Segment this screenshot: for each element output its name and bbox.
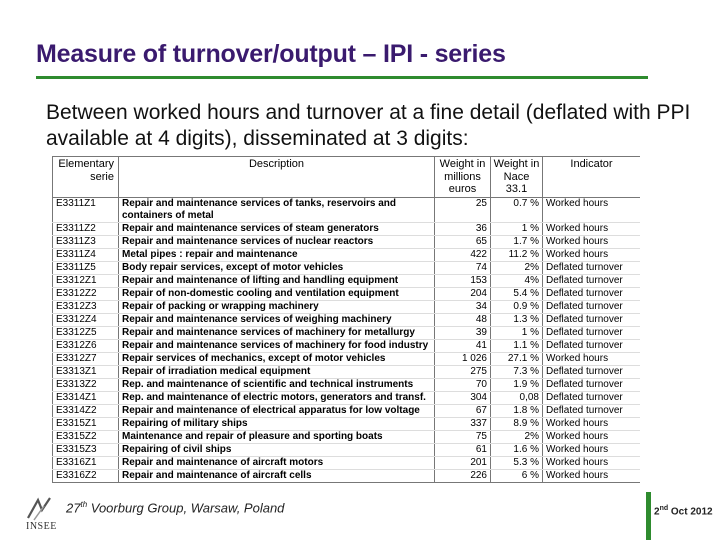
weight-nace-cell: 1.6 % <box>491 444 543 457</box>
description-cell: Repair of non-domestic cooling and ventilation equipment <box>119 288 435 301</box>
weight-millions-cell: 204 <box>435 288 491 301</box>
serie-code-cell: E3312Z7 <box>53 353 119 366</box>
serie-code-cell: E3315Z2 <box>53 431 119 444</box>
table-row <box>53 470 641 483</box>
event-name: Voorburg Group, Warsaw, Poland <box>87 500 285 516</box>
indicator-cell: Deflated turnover <box>543 366 641 379</box>
weight-nace-cell: 0,08 <box>491 392 543 405</box>
indicator-cell: Worked hours <box>543 444 641 457</box>
insee-logo-text: INSEE <box>26 521 57 532</box>
serie-code-cell: E3312Z2 <box>53 288 119 301</box>
table-row <box>53 418 641 431</box>
serie-code-cell: E3312Z5 <box>53 327 119 340</box>
insee-logo-mark-icon <box>24 496 56 522</box>
serie-code-cell: E3315Z1 <box>53 418 119 431</box>
description-cell: Repair and maintenance services of tanks, reservoirs and containers of metal <box>119 198 435 223</box>
serie-code-cell: E3313Z1 <box>53 366 119 379</box>
indicator-cell: Deflated turnover <box>543 314 641 327</box>
indicator-cell: Deflated turnover <box>543 262 641 275</box>
slide-title: Measure of turnover/output – IPI - series <box>36 40 506 68</box>
table-row <box>53 314 641 327</box>
weight-millions-cell: 48 <box>435 314 491 327</box>
table-row <box>53 288 641 301</box>
weight-nace-cell: 1.3 % <box>491 314 543 327</box>
serie-code-cell: E3311Z5 <box>53 262 119 275</box>
description-cell: Repair and maintenance of electrical apparatus for low voltage <box>119 405 435 418</box>
header-weight-millions: Weight in millions euros <box>435 157 491 198</box>
serie-code-cell: E3315Z3 <box>53 444 119 457</box>
indicator-cell: Deflated turnover <box>543 405 641 418</box>
weight-millions-cell: 275 <box>435 366 491 379</box>
description-cell: Repair services of mechanics, except of motor vehicles <box>119 353 435 366</box>
indicator-cell: Deflated turnover <box>543 301 641 314</box>
indicator-cell: Worked hours <box>543 249 641 262</box>
indicator-cell: Worked hours <box>543 418 641 431</box>
description-cell: Repair and maintenance services of weighing machinery <box>119 314 435 327</box>
table-body <box>53 198 641 483</box>
insee-logo <box>24 496 56 536</box>
table-row <box>53 327 641 340</box>
weight-millions-cell: 226 <box>435 470 491 483</box>
description-cell: Rep. and maintenance of scientific and technical instruments <box>119 379 435 392</box>
serie-code-cell: E3314Z1 <box>53 392 119 405</box>
table-row <box>53 275 641 288</box>
indicator-cell: Worked hours <box>543 353 641 366</box>
date-day-suffix: nd <box>659 505 669 512</box>
weight-millions-cell: 337 <box>435 418 491 431</box>
weight-nace-cell: 1.1 % <box>491 340 543 353</box>
weight-nace-cell: 0.9 % <box>491 301 543 314</box>
description-cell: Maintenance and repair of pleasure and sporting boats <box>119 431 435 444</box>
weight-nace-cell: 2% <box>491 262 543 275</box>
serie-code-cell: E3312Z1 <box>53 275 119 288</box>
indicator-cell: Worked hours <box>543 236 641 249</box>
header-indicator: Indicator <box>543 157 641 198</box>
table-row <box>53 198 641 223</box>
weight-nace-cell: 6 % <box>491 470 543 483</box>
weight-millions-cell: 74 <box>435 262 491 275</box>
description-cell: Repair and maintenance services of machinery for metallurgy <box>119 327 435 340</box>
table-row <box>53 301 641 314</box>
serie-code-cell: E3311Z4 <box>53 249 119 262</box>
weight-nace-cell: 1.9 % <box>491 379 543 392</box>
indicator-cell: Deflated turnover <box>543 327 641 340</box>
serie-code-cell: E3316Z1 <box>53 457 119 470</box>
indicator-cell: Worked hours <box>543 198 641 223</box>
table-row <box>53 262 641 275</box>
table-row <box>53 223 641 236</box>
serie-code-cell: E3313Z2 <box>53 379 119 392</box>
weight-millions-cell: 70 <box>435 379 491 392</box>
serie-code-cell: E3312Z4 <box>53 314 119 327</box>
description-cell: Rep. and maintenance of electric motors, generators and transf. <box>119 392 435 405</box>
serie-code-cell: E3311Z2 <box>53 223 119 236</box>
series-table <box>52 156 640 483</box>
table-row <box>53 249 641 262</box>
weight-nace-cell: 11.2 % <box>491 249 543 262</box>
indicator-cell: Deflated turnover <box>543 288 641 301</box>
weight-nace-cell: 0.7 % <box>491 198 543 223</box>
weight-nace-cell: 27.1 % <box>491 353 543 366</box>
intro-text: Between worked hours and turnover at a fine detail (deflated with PPI available at 4 digits), disseminated at 3 digits: <box>46 101 691 150</box>
weight-nace-cell: 1 % <box>491 223 543 236</box>
weight-millions-cell: 201 <box>435 457 491 470</box>
table-row <box>53 236 641 249</box>
weight-millions-cell: 422 <box>435 249 491 262</box>
weight-millions-cell: 39 <box>435 327 491 340</box>
table-header-row <box>53 157 641 198</box>
indicator-cell: Worked hours <box>543 457 641 470</box>
weight-millions-cell: 75 <box>435 431 491 444</box>
table-row <box>53 431 641 444</box>
weight-millions-cell: 153 <box>435 275 491 288</box>
date-accent-bar <box>646 492 651 540</box>
weight-nace-cell: 1.8 % <box>491 405 543 418</box>
indicator-cell: Worked hours <box>543 431 641 444</box>
description-cell: Repair of packing or wrapping machinery <box>119 301 435 314</box>
description-cell: Repair and maintenance of lifting and handling equipment <box>119 275 435 288</box>
weight-millions-cell: 304 <box>435 392 491 405</box>
indicator-cell: Deflated turnover <box>543 275 641 288</box>
weight-nace-cell: 2% <box>491 431 543 444</box>
serie-code-cell: E3311Z3 <box>53 236 119 249</box>
header-elementary-serie: Elementary serie <box>53 157 119 198</box>
weight-nace-cell: 1.7 % <box>491 236 543 249</box>
serie-code-cell: E3314Z2 <box>53 405 119 418</box>
description-cell: Body repair services, except of motor vehicles <box>119 262 435 275</box>
description-cell: Metal pipes : repair and maintenance <box>119 249 435 262</box>
event-ordinal: 27 <box>66 500 81 516</box>
weight-millions-cell: 65 <box>435 236 491 249</box>
description-cell: Repairing of military ships <box>119 418 435 431</box>
table-row <box>53 405 641 418</box>
series-table-container <box>52 156 640 484</box>
weight-nace-cell: 7.3 % <box>491 366 543 379</box>
indicator-cell: Deflated turnover <box>543 379 641 392</box>
table-row <box>53 457 641 470</box>
weight-nace-cell: 8.9 % <box>491 418 543 431</box>
table-row <box>53 392 641 405</box>
table-row <box>53 353 641 366</box>
table-row <box>53 444 641 457</box>
header-description: Description <box>119 157 435 198</box>
date-day: 2 <box>654 506 660 518</box>
description-cell: Repair and maintenance services of nuclear reactors <box>119 236 435 249</box>
indicator-cell: Worked hours <box>543 470 641 483</box>
weight-nace-cell: 5.3 % <box>491 457 543 470</box>
description-cell: Repair and maintenance of aircraft motors <box>119 457 435 470</box>
serie-code-cell: E3312Z3 <box>53 301 119 314</box>
weight-millions-cell: 34 <box>435 301 491 314</box>
weight-nace-cell: 4% <box>491 275 543 288</box>
weight-millions-cell: 61 <box>435 444 491 457</box>
table-row <box>53 379 641 392</box>
description-cell: Repair and maintenance of aircraft cells <box>119 470 435 483</box>
description-cell: Repair and maintenance services of steam generators <box>119 223 435 236</box>
footer-event <box>66 500 284 515</box>
weight-millions-cell: 41 <box>435 340 491 353</box>
footer-date <box>654 505 713 517</box>
weight-millions-cell: 25 <box>435 198 491 223</box>
weight-nace-cell: 1 % <box>491 327 543 340</box>
indicator-cell: Worked hours <box>543 223 641 236</box>
table-row <box>53 366 641 379</box>
date-rest: Oct 2012 <box>668 506 713 518</box>
serie-code-cell: E3312Z6 <box>53 340 119 353</box>
weight-millions-cell: 36 <box>435 223 491 236</box>
weight-millions-cell: 1 026 <box>435 353 491 366</box>
indicator-cell: Deflated turnover <box>543 392 641 405</box>
serie-code-cell: E3311Z1 <box>53 198 119 223</box>
description-cell: Repair of irradiation medical equipment <box>119 366 435 379</box>
table-row <box>53 340 641 353</box>
weight-millions-cell: 67 <box>435 405 491 418</box>
description-cell: Repairing of civil ships <box>119 444 435 457</box>
header-weight-nace: Weight in Nace 33.1 <box>491 157 543 198</box>
serie-code-cell: E3316Z2 <box>53 470 119 483</box>
title-underline <box>36 76 648 79</box>
event-ordinal-suffix: th <box>80 500 88 509</box>
indicator-cell: Deflated turnover <box>543 340 641 353</box>
weight-nace-cell: 5.4 % <box>491 288 543 301</box>
description-cell: Repair and maintenance services of machinery for food industry <box>119 340 435 353</box>
